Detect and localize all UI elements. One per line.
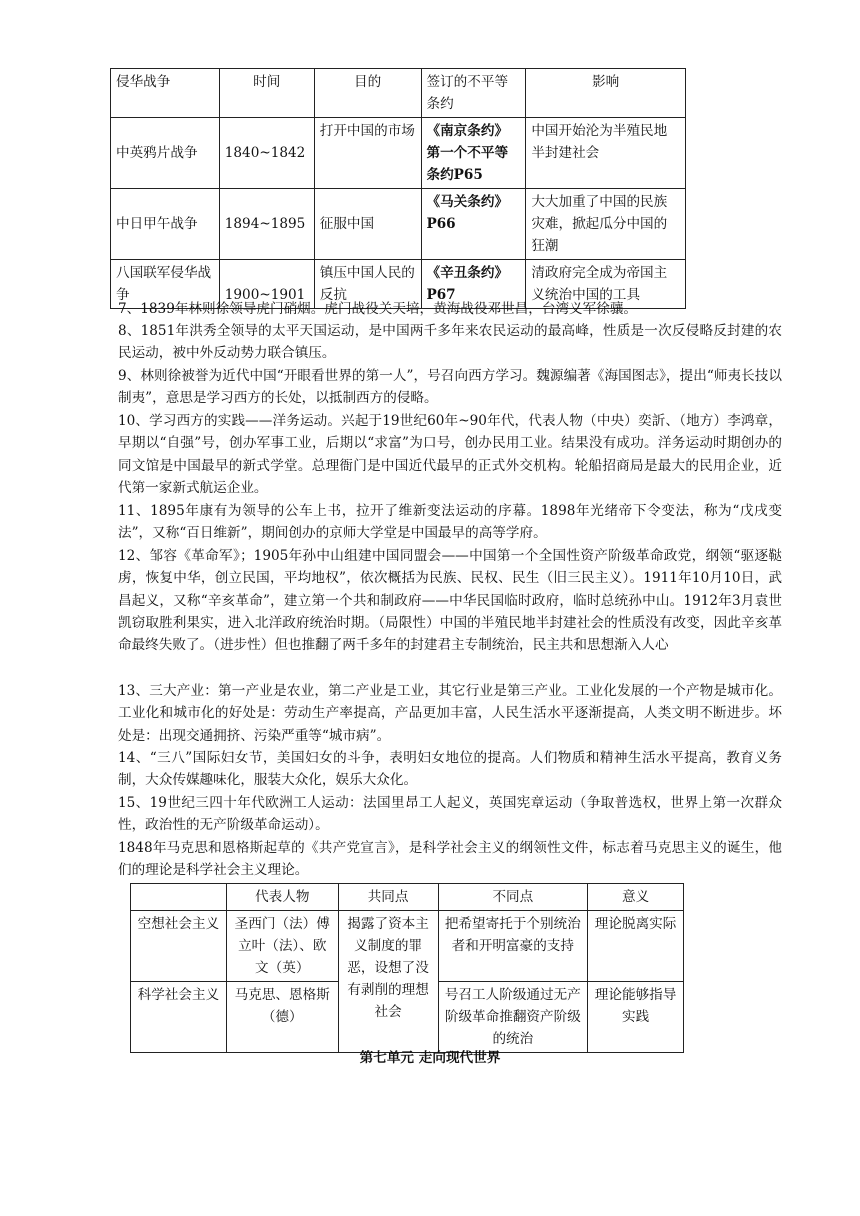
cell-representatives: 圣西门（法）傅立叶（法）、欧文（英） — [226, 911, 338, 982]
table-row — [131, 911, 684, 982]
cell-difference: 把希望寄托于个别统治者和开明富豪的支持 — [438, 911, 588, 982]
header-common: 共同点 — [338, 884, 438, 911]
unit-heading: 第七单元 走向现代世界 — [359, 1050, 501, 1066]
table-row — [111, 118, 686, 189]
header-blank — [131, 884, 227, 911]
paragraph-13: 13、三大产业：第一产业是农业，第二产业是工业，其它行业是第三产业。工业化发展的一个产物是城市化。工业化和城市化的好处是：劳动生产率提高，产品更加丰富，人民生活水平逐渐提高，人类文明不断进步。坏处是：出现交通拥挤、污染严重等“城市病”。 — [118, 683, 782, 744]
cell-war: 中英鸦片战争 — [111, 118, 220, 189]
table-row — [111, 189, 686, 260]
paragraph-16: 1848年马克思和恩格斯起草的《共产党宣言》，是科学社会主义的纲领性文件，标志着马克思主义的诞生，他们的理论是科学社会主义理论。 — [118, 840, 782, 879]
paragraph-8: 8、1851年洪秀全领导的太平天国运动，是中国两千多年来农民运动的最高峰，性质是一次反侵略反封建的农民运动，被中外反动势力联合镇压。 — [118, 323, 782, 362]
paragraph-7: 7、1839年林则徐领导虎门硝烟。虎门战役关天培，黄海战役邓世昌，台湾义军徐骧。 — [118, 301, 638, 317]
cell-war: 八国联军侵华战争 — [111, 260, 220, 309]
header-treaty: 签订的不平等条约 — [421, 69, 526, 118]
cell-purpose: 打开中国的市场 — [314, 118, 421, 189]
paragraph-11: 11、1895年康有为领导的公车上书，拉开了维新变法运动的序幕。1898年光绪帝下令变法，称为“戊戌变法”，又称“百日维新”，期间创办的京师大学堂是中国最早的高等学府。 — [118, 503, 782, 542]
cell-representatives: 马克思、恩格斯（德） — [226, 982, 338, 1053]
cell-impact: 大大加重了中国的民族灾难，掀起瓜分中国的狂潮 — [526, 189, 686, 260]
paragraph-10: 10、学习西方的实践——洋务运动。兴起于19世纪60年~90年代，代表人物（中央）奕訢、（地方）李鸿章，早期以“自强”号，创办军事工业，后期以“求富”为口号，创办民用工业。结果没有成功。洋务运动时期创办的同文馆是中国最早的新式学堂。总理衙门是中国近代最早的正式外交机构。轮船招商局是最大的民用企业，近代第一家新式航运企业。 — [118, 413, 782, 496]
socialism-comparison-table — [130, 883, 684, 1053]
cell-impact: 清政府完全成为帝国主义统治中国的工具 — [526, 260, 686, 309]
paragraph-9: 9、林则徐被誉为近代中国“开眼看世界的第一人”，号召向西方学习。魏源编著《海国图志》，提出“师夷长技以制夷”，意思是学习西方的长处，以抵制西方的侵略。 — [118, 368, 782, 407]
header-purpose: 目的 — [314, 69, 421, 118]
invasion-wars-table — [110, 68, 686, 309]
cell-impact: 中国开始沦为半殖民地半封建社会 — [526, 118, 686, 189]
cell-purpose: 征服中国 — [314, 189, 421, 260]
header-impact: 影响 — [526, 69, 686, 118]
cell-type: 科学社会主义 — [131, 982, 227, 1053]
header-war: 侵华战争 — [111, 69, 220, 118]
cell-time: 1840~1842 — [219, 118, 314, 189]
cell-purpose: 镇压中国人民的反抗 — [314, 260, 421, 309]
header-time: 时间 — [219, 69, 314, 118]
cell-treaty: 《马关条约》P66 — [421, 189, 526, 260]
cell-treaty: 《南京条约》第一个不平等条约P65 — [421, 118, 526, 189]
cell-significance: 理论脱离实际 — [588, 911, 684, 982]
cell-difference: 号召工人阶级通过无产阶级革命推翻资产阶级的统治 — [438, 982, 588, 1053]
cell-time: 1894~1895 — [219, 189, 314, 260]
cell-significance: 理论能够指导实践 — [588, 982, 684, 1053]
cell-war: 中日甲午战争 — [111, 189, 220, 260]
paragraph-14: 14、“三八”国际妇女节，美国妇女的斗争，表明妇女地位的提高。人们物质和精神生活水平提高，教育义务制，大众传媒趣味化，服装大众化，娱乐大众化。 — [118, 750, 782, 789]
cell-common: 揭露了资本主义制度的罪恶，设想了没有剥削的理想社会 — [338, 911, 438, 1053]
cell-type: 空想社会主义 — [131, 911, 227, 982]
header-representatives: 代表人物 — [226, 884, 338, 911]
paragraph-15: 15、19世纪三四十年代欧洲工人运动：法国里昂工人起义，英国宪章运动（争取普选权，世界上第一次群众性，政治性的无产阶级革命运动）。 — [118, 795, 782, 834]
cell-time: 1900~1901 — [219, 260, 314, 309]
cell-treaty: 《辛丑条约》P67 — [421, 260, 526, 309]
paragraph-12: 12、邹容《革命军》；1905年孙中山组建中国同盟会——中国第一个全国性资产阶级革命政党，纲领“驱逐鞑虏，恢复中华，创立民国，平均地权”，依次概括为民族、民权、民生（旧三民主义）。1911年10月10日，武昌起义，又称“辛亥革命”，建立第一个共和制政府——中华民国临时政府，临时总统孙中山。1912年3月袁世凯窃取胜利果实，进入北洋政府统治时期。（局限性）中国的半殖民地半封建社会的性质没有改变，因此辛亥革命最终失败了。（进步性）但也推翻了两千多年的封建君主专制统治，民主共和思想渐入人心 — [118, 548, 782, 654]
header-difference: 不同点 — [438, 884, 588, 911]
header-significance: 意义 — [588, 884, 684, 911]
